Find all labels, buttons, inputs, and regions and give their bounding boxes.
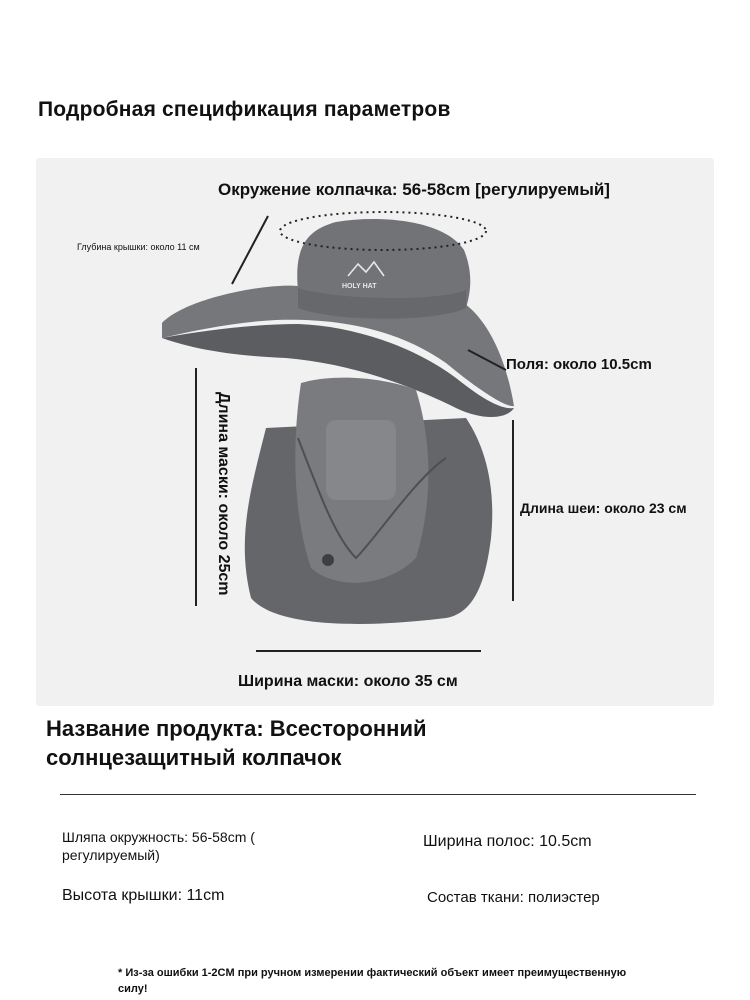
mask-mesh [326, 420, 396, 500]
drawstring-toggle [322, 554, 334, 566]
divider [60, 794, 696, 795]
hat-logo-text: HOLY HAT [342, 283, 377, 290]
depth-label: Глубина крышки: около 11 см [77, 242, 200, 252]
spec-fabric: Состав ткани: полиэстер [427, 889, 600, 906]
circumference-label: Окружение колпачка: 56-58cm [регулируемый] [218, 180, 610, 199]
spec-circumference: Шляпа окружность: 56-58cm ( регулируемый) [62, 829, 255, 863]
measurement-footnote: * Из-за ошибки 1-2CM при ручном измерении фактический объект имеет преимущественную силу! [118, 967, 627, 995]
mask-width-label: Ширина маски: около 35 см [238, 673, 458, 690]
mask-length-label: Длина маски: около 25cm [215, 392, 232, 596]
product-name: Название продукта: Всесторонний солнцезащитный колпачок [46, 716, 427, 770]
brim-label: Поля: около 10.5cm [506, 356, 652, 373]
page-title: Подробная спецификация параметров [38, 98, 451, 121]
hat-illustration [36, 158, 714, 706]
spec-crown-height: Высота крышки: 11cm [62, 887, 225, 904]
depth-line [232, 216, 268, 284]
spec-brim-width: Ширина полос: 10.5cm [423, 833, 592, 850]
neck-length-label: Длина шеи: около 23 см [520, 500, 687, 516]
